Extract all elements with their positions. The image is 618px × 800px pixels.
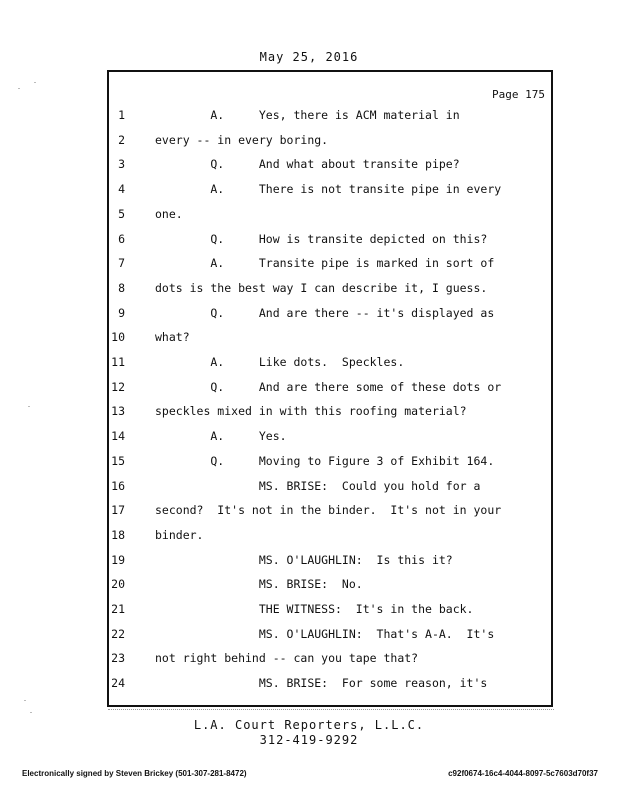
transcript-line [109,428,551,453]
line-number: 23 [111,651,125,666]
line-text: binder. [155,527,204,542]
line-number: 4 [118,182,125,197]
frame-bottom-border [108,709,554,712]
transcript-line [109,403,551,428]
page-number: Page 175 [492,88,545,101]
line-number: 12 [111,379,125,394]
line-text: MS. O'LAUGHLIN: Is this it? [155,552,453,567]
scan-speck [34,82,36,83]
line-text: second? It's not in the binder. It's not in your [155,503,502,518]
transcript-line [109,305,551,330]
transcript-frame [107,70,553,707]
line-number: 11 [111,355,125,369]
transcript-line [109,650,551,675]
line-number: 8 [118,280,125,295]
line-text: A. Like dots. Speckles. [155,355,405,369]
line-number: 14 [111,429,125,444]
document-hash: c92f0674-16c4-4044-8097-5c7603d70f37 [448,769,598,778]
line-number: 13 [111,404,125,419]
transcript-line [109,354,551,379]
line-number: 21 [111,602,125,616]
line-text: MS. BRISE: For some reason, it's [155,676,488,691]
scan-speck [24,700,26,701]
line-number: 2 [118,132,125,147]
line-text: MS. BRISE: No. [155,577,363,592]
line-text: A. There is not transite pipe in every [155,182,502,197]
line-number: 1 [118,108,125,122]
transcript-line [109,453,551,478]
transcript-line [109,132,551,157]
line-number: 20 [111,577,125,592]
transcript-line [109,601,551,626]
transcript-line [109,156,551,181]
transcript-line [109,181,551,206]
transcript-line [109,280,551,305]
line-text: MS. O'LAUGHLIN: That's A-A. It's [155,626,495,641]
line-number: 16 [111,478,125,493]
line-text: THE WITNESS: It's in the back. [155,602,474,616]
line-text: speckles mixed in with this roofing material? [155,404,467,419]
header-date: May 25, 2016 [259,50,359,64]
transcript-line [109,379,551,404]
scan-speck [28,406,30,407]
line-text: what? [155,330,190,345]
line-number: 5 [118,206,125,221]
line-number: 15 [111,453,125,468]
scan-speck [30,712,32,713]
transcript-line [109,502,551,527]
scan-speck [18,88,20,89]
line-text: MS. BRISE: Could you hold for a [155,478,481,493]
line-text: Q. Moving to Figure 3 of Exhibit 164. [155,453,495,468]
transcript-line [109,552,551,577]
transcript-line [109,329,551,354]
line-number: 24 [111,676,125,691]
transcript-line [109,675,551,700]
line-number: 3 [118,157,125,172]
transcript-line [109,478,551,503]
line-number: 10 [111,330,125,345]
electronic-signature: Electronically signed by Steven Brickey (501-307-281-8472) [22,769,247,778]
line-text: not right behind -- can you tape that? [155,651,419,666]
line-number: 7 [118,256,125,271]
line-text: Q. And are there some of these dots or [155,379,502,394]
line-text: every -- in every boring. [155,132,329,147]
line-text: Q. And are there -- it's displayed as [155,305,495,320]
line-text: Q. And what about transite pipe? [155,157,460,172]
line-number: 22 [111,626,125,641]
transcript-line [109,255,551,280]
line-text: Q. How is transite depicted on this? [155,231,488,246]
court-reporter-phone: 312-419-9292 [259,733,359,747]
transcript-line [109,626,551,651]
transcript-line [109,107,551,132]
line-text: one. [155,206,183,221]
line-text: A. Yes. [155,429,287,444]
line-number: 6 [118,231,125,246]
line-text: A. Yes, there is ACM material in [155,108,460,122]
transcript-line [109,231,551,256]
court-reporter-name: L.A. Court Reporters, L.L.C. [193,718,425,732]
line-number: 19 [111,552,125,567]
transcript-line [109,527,551,552]
line-text: dots is the best way I can describe it, I guess. [155,280,488,295]
line-text: A. Transite pipe is marked in sort of [155,256,495,271]
transcript-line [109,206,551,231]
line-number: 18 [111,527,125,542]
line-number: 17 [111,503,125,518]
line-number: 9 [118,305,125,320]
transcript-line [109,576,551,601]
